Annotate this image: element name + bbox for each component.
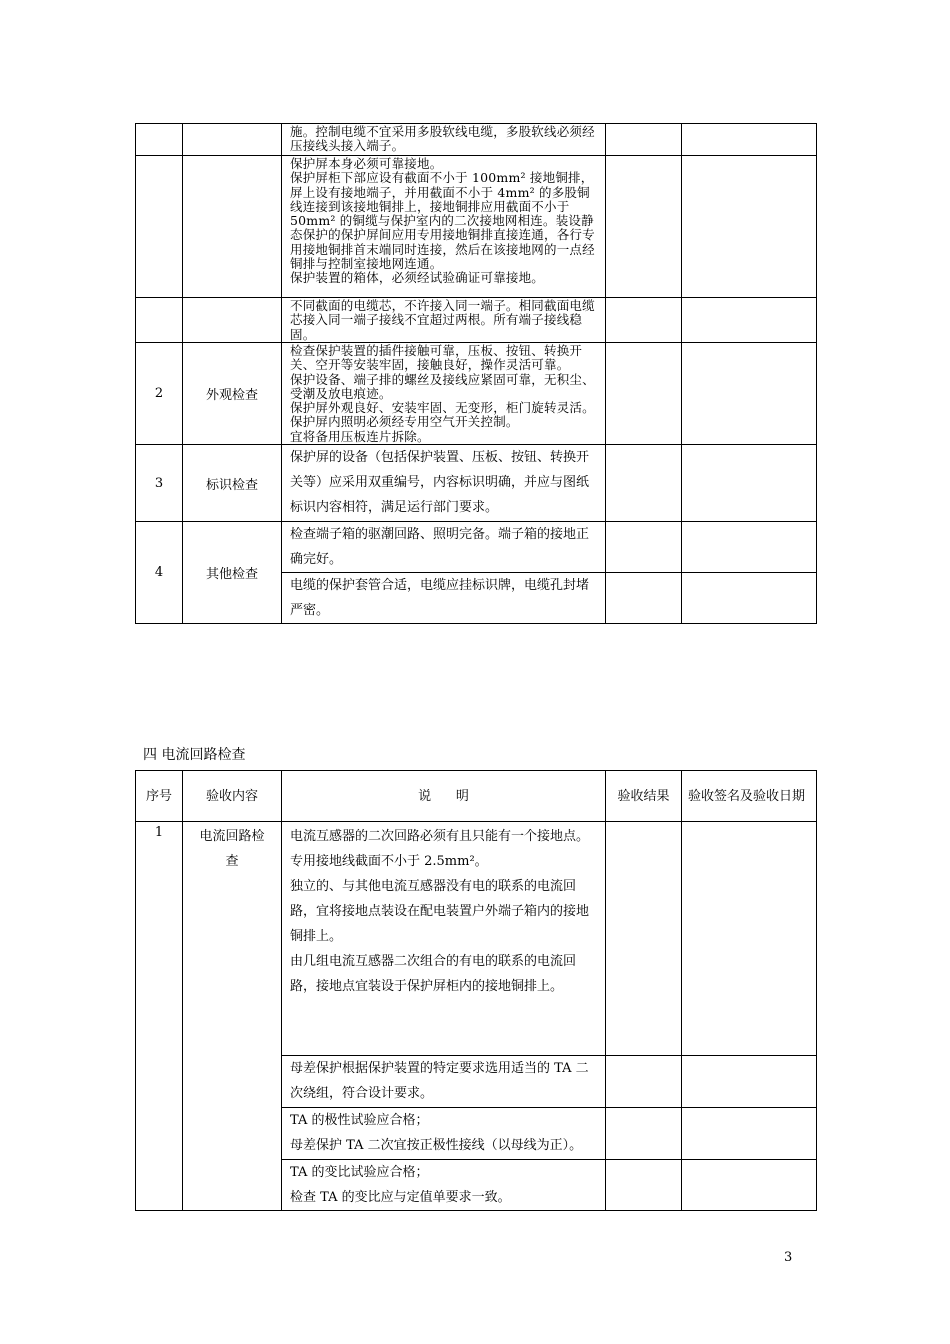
desc-cell: 母差保护根据保护装置的特定要求选用适当的 TA 二次绕组，符合设计要求。 (282, 1056, 606, 1108)
desc-cell: TA 的极性试验应合格； 母差保护 TA 二次宜按正极性接线（以母线为正）。 (282, 1108, 606, 1160)
sign-cell (682, 1056, 817, 1108)
item-cell (183, 124, 282, 156)
seq-cell (136, 124, 183, 156)
result-cell (606, 156, 682, 298)
result-cell (606, 343, 682, 445)
section-title: 四 电流回路检查 (143, 747, 246, 763)
sign-cell (682, 573, 817, 624)
sign-cell (682, 445, 817, 522)
seq-cell: 4 (136, 522, 183, 624)
seq-cell: 2 (136, 343, 183, 445)
result-cell (606, 298, 682, 343)
result-cell (606, 445, 682, 522)
sign-cell (682, 1108, 817, 1160)
item-cell (183, 156, 282, 298)
desc-cell: 电缆的保护套管合适，电缆应挂标识牌，电缆孔封堵严密。 (282, 573, 606, 624)
table-header-row (136, 771, 817, 822)
seq-cell: 3 (136, 445, 183, 522)
item-cell: 电流回路检查 (183, 822, 282, 1211)
table-row (136, 445, 817, 522)
desc-cell: 保护屏本身必须可靠接地。 保护屏柜下部应设有截面不小于 100mm² 接地铜排，屏上设有接地端子，并用截面不小于 4mm² 的多股铜线连接到该接地铜排上，接地铜排应用截面不小于 50mm² 的铜缆与保护室内的二次接地网相连。装设静态保护的保护屏间应用专用接地铜排直接连通，各行专用接地铜排首末端同时连接，然后在该接地网的一点经铜排与控制室接地网连通。 保护装置的箱体，必须经试验确证可靠接地。 (282, 156, 606, 298)
desc-cell: 电流互感器的二次回路必须有且只能有一个接地点。专用接地线截面不小于 2.5mm²。 独立的、与其他电流互感器没有电的联系的电流回路，宜将接地点装设在配电装置户外端子箱内的接地铜排上。 由几组电流互感器二次组合的有电的联系的电流回路，接地点宜装设于保护屏柜内的接地铜排上。 (282, 822, 606, 1056)
table-row (136, 343, 817, 445)
header-sign: 验收签名及验收日期 (682, 771, 817, 822)
result-cell (606, 573, 682, 624)
item-cell: 其他检查 (183, 522, 282, 624)
seq-cell (136, 156, 183, 298)
seq-cell: 1 (136, 822, 183, 1211)
desc-cell: 不同截面的电缆芯，不许接入同一端子。相同截面电缆芯接入同一端子接线不宜超过两根。所有端子接线稳固。 (282, 298, 606, 343)
table-row (136, 822, 817, 1056)
item-cell: 标识检查 (183, 445, 282, 522)
item-cell: 外观检查 (183, 343, 282, 445)
page-number: 3 (784, 1250, 793, 1265)
result-cell (606, 1160, 682, 1211)
desc-cell: TA 的变比试验应合格； 检查 TA 的变比应与定值单要求一致。 (282, 1160, 606, 1211)
result-cell (606, 522, 682, 573)
current-circuit-check-table (135, 770, 817, 1211)
result-cell (606, 1108, 682, 1160)
table-row (136, 124, 817, 156)
sign-cell (682, 1160, 817, 1211)
protection-screen-check-table (135, 123, 817, 624)
sign-cell (682, 156, 817, 298)
sign-cell (682, 343, 817, 445)
desc-cell: 检查端子箱的驱潮回路、照明完备。端子箱的接地正确完好。 (282, 522, 606, 573)
header-desc: 说 明 (282, 771, 606, 822)
result-cell (606, 1056, 682, 1108)
seq-cell (136, 298, 183, 343)
sign-cell (682, 822, 817, 1056)
table-row (136, 156, 817, 298)
table-row (136, 298, 817, 343)
desc-cell: 施。控制电缆不宜采用多股软线电缆，多股软线必须经压接线头接入端子。 (282, 124, 606, 156)
result-cell (606, 822, 682, 1056)
desc-cell: 保护屏的设备（包括保护装置、压板、按钮、转换开关等）应采用双重编号，内容标识明确，并应与图纸标识内容相符，满足运行部门要求。 (282, 445, 606, 522)
table-row (136, 522, 817, 573)
result-cell (606, 124, 682, 156)
sign-cell (682, 298, 817, 343)
header-result: 验收结果 (606, 771, 682, 822)
item-cell (183, 298, 282, 343)
sign-cell (682, 522, 817, 573)
header-seq: 序号 (136, 771, 183, 822)
sign-cell (682, 124, 817, 156)
header-item: 验收内容 (183, 771, 282, 822)
desc-cell: 检查保护装置的插件接触可靠，压板、按钮、转换开关、空开等安装牢固，接触良好，操作灵活可靠。 保护设备、端子排的螺丝及接线应紧固可靠，无积尘、受潮及放电痕迹。 保护屏外观良好、安装牢固、无变形，柜门旋转灵活。保护屏内照明必须经专用空气开关控制。 宜将备用压板连片拆除。 (282, 343, 606, 445)
